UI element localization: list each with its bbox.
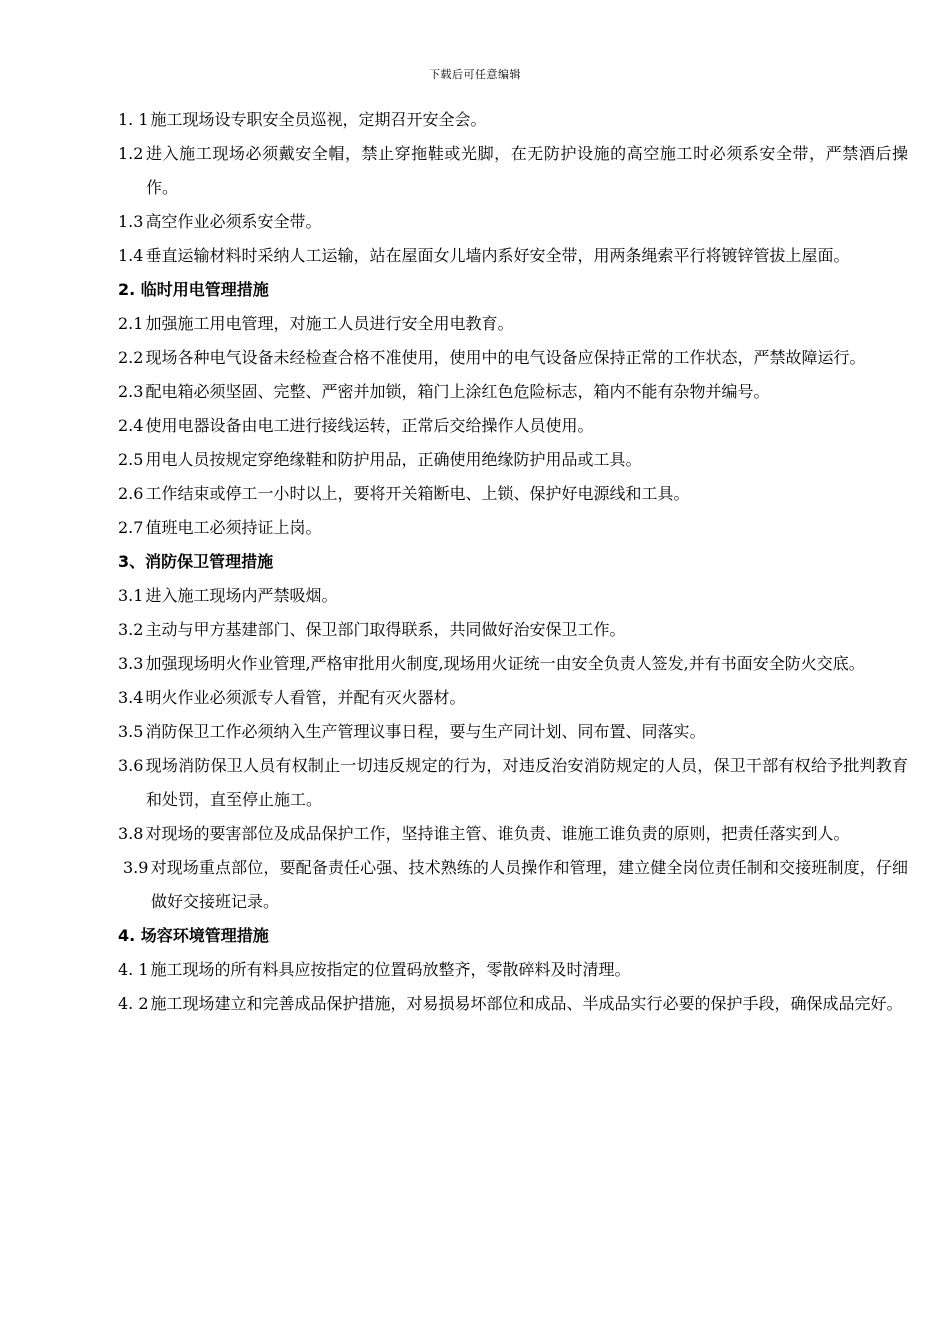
item-text: 加强现场明火作业管理,严格审批用火制度,现场用火证统一由安全负责人签发,并有书面安全防火交底。 — [145, 654, 865, 673]
list-item — [118, 375, 908, 409]
page-header: 下载后可任意编辑 — [429, 68, 521, 81]
item-number: 4. 1 — [118, 960, 149, 979]
item-text: 消防保卫工作必须纳入生产管理议事日程，要与生产同计划、同布置、同落实。 — [145, 722, 706, 741]
item-number: 2.6 — [118, 484, 144, 503]
section-heading — [118, 919, 908, 953]
list-item — [118, 409, 908, 443]
item-text: 现场消防保卫人员有权制止一切违反规定的行为，对违反治安消防规定的人员，保卫干部有权给予批判教育和处罚，直至停止施工。 — [145, 756, 908, 809]
item-number: 1.2 — [118, 144, 144, 163]
list-item — [118, 205, 908, 239]
item-text: 工作结束或停工一小时以上，要将开关箱断电、上锁、保护好电源线和工具。 — [145, 484, 690, 503]
item-number: 2.1 — [118, 314, 144, 333]
item-text: 加强施工用电管理，对施工人员进行安全用电教育。 — [145, 314, 514, 333]
item-text: 垂直运输材料时采纳人工运输，站在屋面女儿墙内系好安全带，用两条绳索平行将镀锌管拔上屋面。 — [145, 246, 850, 265]
list-item — [118, 443, 908, 477]
list-item — [118, 953, 908, 987]
item-text: 对现场的要害部位及成品保护工作，坚持谁主管、谁负责、谁施工谁负责的原则，把责任落实到人。 — [145, 824, 850, 843]
list-item — [118, 103, 908, 137]
item-text: 高空作业必须系安全带。 — [145, 212, 322, 231]
item-number: 1. 1 — [118, 110, 149, 129]
item-number: 3.2 — [118, 620, 144, 639]
list-item — [118, 579, 908, 613]
item-number: 4. 2 — [118, 994, 149, 1013]
list-item — [118, 749, 908, 817]
list-item — [118, 613, 908, 647]
item-text: 明火作业必须派专人看管，并配有灭火器材。 — [145, 688, 466, 707]
list-item — [118, 137, 908, 205]
list-item — [118, 341, 908, 375]
item-number: 3.3 — [118, 654, 144, 673]
item-text: 进入施工现场内严禁吸烟。 — [145, 586, 338, 605]
item-number: 3.9 — [123, 858, 149, 877]
heading-text: 4. 场容环境管理措施 — [118, 926, 269, 945]
item-number: 2.4 — [118, 416, 144, 435]
item-number: 2.3 — [118, 382, 144, 401]
item-number: 3.4 — [118, 688, 144, 707]
item-number: 2.5 — [118, 450, 144, 469]
list-item — [118, 239, 908, 273]
item-number: 3.8 — [118, 824, 144, 843]
list-item — [118, 477, 908, 511]
section-heading — [118, 545, 908, 579]
list-item — [118, 307, 908, 341]
heading-text: 3、消防保卫管理措施 — [118, 552, 274, 571]
item-text: 进入施工现场必须戴安全帽，禁止穿拖鞋或光脚，在无防护设施的高空施工时必须系安全带，严禁酒后操作。 — [145, 144, 908, 197]
list-item — [118, 715, 908, 749]
item-number: 3.1 — [118, 586, 144, 605]
item-text: 现场各种电气设备未经检查合格不准使用，使用中的电气设备应保持正常的工作状态，严禁故障运行。 — [145, 348, 866, 367]
item-number: 3.5 — [118, 722, 144, 741]
list-item — [118, 851, 908, 919]
item-text: 施工现场建立和完善成品保护措施，对易损易坏部位和成品、半成品实行必要的保护手段，确保成品完好。 — [150, 994, 903, 1013]
list-item — [118, 817, 908, 851]
heading-text: 2. 临时用电管理措施 — [118, 280, 269, 299]
item-text: 施工现场设专职安全员巡视，定期召开安全会。 — [150, 110, 487, 129]
item-text: 值班电工必须持证上岗。 — [145, 518, 322, 537]
item-text: 施工现场的所有料具应按指定的位置码放整齐，零散碎料及时清理。 — [150, 960, 631, 979]
list-item — [118, 511, 908, 545]
list-item — [118, 647, 908, 681]
item-number: 1.4 — [118, 246, 144, 265]
list-item — [118, 987, 908, 1021]
item-number: 3.6 — [118, 756, 144, 775]
item-number: 2.7 — [118, 518, 144, 537]
item-text: 配电箱必须坚固、完整、严密并加锁，箱门上涂红色危险标志，箱内不能有杂物并编号。 — [145, 382, 770, 401]
document-body — [118, 103, 908, 1021]
item-number: 1.3 — [118, 212, 144, 231]
item-text: 对现场重点部位，要配备责任心强、技术熟练的人员操作和管理，建立健全岗位责任制和交接班制度，仔细做好交接班记录。 — [150, 858, 908, 911]
item-text: 主动与甲方基建部门、保卫部门取得联系，共同做好治安保卫工作。 — [145, 620, 626, 639]
item-text: 使用电器设备由电工进行接线运转，正常后交给操作人员使用。 — [145, 416, 594, 435]
section-heading — [118, 273, 908, 307]
item-number: 2.2 — [118, 348, 144, 367]
item-text: 用电人员按规定穿绝缘鞋和防护用品，正确使用绝缘防护用品或工具。 — [145, 450, 642, 469]
list-item — [118, 681, 908, 715]
